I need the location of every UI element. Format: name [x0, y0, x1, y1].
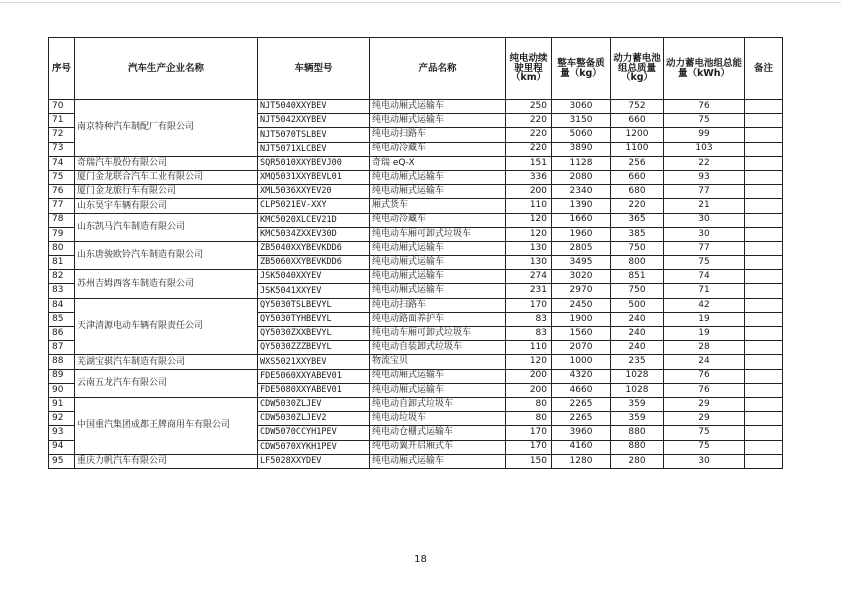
product-cell: 纯电动厢式运输车 — [370, 256, 506, 270]
battery-mass-cell: 1028 — [611, 383, 664, 397]
seq-cell: 86 — [49, 327, 75, 341]
seq-cell: 92 — [49, 412, 75, 426]
note-cell — [745, 440, 783, 454]
vehicle-table — [48, 37, 783, 469]
note-cell — [745, 327, 783, 341]
company-cell: 南京特种汽车制配厂有限公司 — [75, 100, 258, 157]
mass-cell: 1390 — [552, 199, 611, 213]
mass-cell: 2070 — [552, 341, 611, 355]
mass-cell: 2805 — [552, 241, 611, 255]
product-cell: 纯电动厢式运输车 — [370, 270, 506, 284]
model-cell: XMQ5031XXYBEVL01 — [258, 170, 370, 184]
product-cell: 纯电动厢式运输车 — [370, 369, 506, 383]
model-cell: CDW5030ZLJEV2 — [258, 412, 370, 426]
note-cell — [745, 312, 783, 326]
product-cell: 厢式货车 — [370, 199, 506, 213]
energy-cell: 24 — [664, 355, 745, 369]
mass-cell: 1128 — [552, 156, 611, 170]
header-model: 车辆型号 — [258, 38, 370, 100]
range-cell: 274 — [506, 270, 552, 284]
seq-cell: 95 — [49, 454, 75, 468]
note-cell — [745, 213, 783, 227]
seq-cell: 91 — [49, 397, 75, 411]
company-cell: 云南五龙汽车有限公司 — [75, 369, 258, 397]
mass-cell: 2080 — [552, 170, 611, 184]
model-cell: FDE5060XXYABEV01 — [258, 369, 370, 383]
product-cell: 纯电动路面养护车 — [370, 312, 506, 326]
model-cell: QY5030TSLBEVYL — [258, 298, 370, 312]
model-cell: ZB5060XXYBEVKDD6 — [258, 256, 370, 270]
mass-cell: 2450 — [552, 298, 611, 312]
energy-cell: 75 — [664, 256, 745, 270]
seq-cell: 74 — [49, 156, 75, 170]
product-cell: 纯电动车厢可卸式垃圾车 — [370, 327, 506, 341]
header-company: 汽车生产企业名称 — [75, 38, 258, 100]
battery-mass-cell: 880 — [611, 426, 664, 440]
product-cell: 纯电动扫路车 — [370, 128, 506, 142]
header-product: 产品名称 — [370, 38, 506, 100]
energy-cell: 76 — [664, 369, 745, 383]
mass-cell: 2340 — [552, 185, 611, 199]
range-cell: 120 — [506, 227, 552, 241]
table-row — [49, 369, 783, 383]
product-cell: 纯电动自卸式垃圾车 — [370, 397, 506, 411]
note-cell — [745, 156, 783, 170]
seq-cell: 77 — [49, 199, 75, 213]
seq-cell: 93 — [49, 426, 75, 440]
model-cell: KMC5034ZXXEV30D — [258, 227, 370, 241]
note-cell — [745, 397, 783, 411]
seq-cell: 84 — [49, 298, 75, 312]
model-cell: NJT5071XLCBEV — [258, 142, 370, 156]
range-cell: 83 — [506, 312, 552, 326]
header-seq: 序号 — [49, 38, 75, 100]
energy-cell: 75 — [664, 440, 745, 454]
model-cell: NJT5070TSLBEV — [258, 128, 370, 142]
seq-cell: 79 — [49, 227, 75, 241]
table-row — [49, 156, 783, 170]
range-cell: 200 — [506, 369, 552, 383]
model-cell: NJT5042XXYBEV — [258, 114, 370, 128]
mass-cell: 3890 — [552, 142, 611, 156]
range-cell: 83 — [506, 327, 552, 341]
seq-cell: 81 — [49, 256, 75, 270]
battery-mass-cell: 1200 — [611, 128, 664, 142]
note-cell — [745, 369, 783, 383]
company-cell: 天津清源电动车辆有限责任公司 — [75, 298, 258, 355]
seq-cell: 76 — [49, 185, 75, 199]
mass-cell: 4660 — [552, 383, 611, 397]
note-cell — [745, 355, 783, 369]
table-row — [49, 213, 783, 227]
seq-cell: 90 — [49, 383, 75, 397]
energy-cell: 19 — [664, 327, 745, 341]
note-cell — [745, 142, 783, 156]
product-cell: 纯电动冷藏车 — [370, 142, 506, 156]
battery-mass-cell: 880 — [611, 440, 664, 454]
battery-mass-cell: 750 — [611, 241, 664, 255]
battery-mass-cell: 752 — [611, 100, 664, 114]
battery-mass-cell: 240 — [611, 327, 664, 341]
range-cell: 130 — [506, 241, 552, 255]
energy-cell: 29 — [664, 397, 745, 411]
header-energy: 动力蓄电池组总能量（kWh） — [664, 38, 745, 100]
model-cell: KMC5020XLCEV21D — [258, 213, 370, 227]
note-cell — [745, 341, 783, 355]
seq-cell: 88 — [49, 355, 75, 369]
energy-cell: 42 — [664, 298, 745, 312]
battery-mass-cell: 750 — [611, 284, 664, 298]
mass-cell: 4160 — [552, 440, 611, 454]
range-cell: 110 — [506, 199, 552, 213]
battery-mass-cell: 240 — [611, 341, 664, 355]
mass-cell: 1660 — [552, 213, 611, 227]
note-cell — [745, 256, 783, 270]
mass-cell: 2265 — [552, 397, 611, 411]
product-cell: 纯电动厢式运输车 — [370, 241, 506, 255]
model-cell: CLP5021EV-XXY — [258, 199, 370, 213]
company-cell: 厦门金龙联合汽车工业有限公司 — [75, 170, 258, 184]
product-cell: 奇瑞 eQ-X — [370, 156, 506, 170]
company-cell: 山东凯马汽车制造有限公司 — [75, 213, 258, 241]
range-cell: 250 — [506, 100, 552, 114]
range-cell: 120 — [506, 213, 552, 227]
battery-mass-cell: 240 — [611, 312, 664, 326]
model-cell: JSK5040XXYEV — [258, 270, 370, 284]
table-row — [49, 355, 783, 369]
battery-mass-cell: 385 — [611, 227, 664, 241]
note-cell — [745, 270, 783, 284]
energy-cell: 103 — [664, 142, 745, 156]
range-cell: 200 — [506, 185, 552, 199]
seq-cell: 87 — [49, 341, 75, 355]
range-cell: 150 — [506, 454, 552, 468]
header-mass: 整车整备质量（kg） — [552, 38, 611, 100]
note-cell — [745, 284, 783, 298]
model-cell: SQR5010XXYBEVJ00 — [258, 156, 370, 170]
energy-cell: 75 — [664, 426, 745, 440]
note-cell — [745, 114, 783, 128]
company-cell: 中国重汽集团成都王牌商用车有限公司 — [75, 397, 258, 454]
table-row — [49, 241, 783, 255]
battery-mass-cell: 359 — [611, 397, 664, 411]
range-cell: 130 — [506, 256, 552, 270]
seq-cell: 85 — [49, 312, 75, 326]
table-row — [49, 397, 783, 411]
range-cell: 231 — [506, 284, 552, 298]
model-cell: XML5036XXYEV20 — [258, 185, 370, 199]
product-cell: 物流宝贝 — [370, 355, 506, 369]
product-cell: 纯电动厢式运输车 — [370, 114, 506, 128]
battery-mass-cell: 660 — [611, 170, 664, 184]
table-row — [49, 454, 783, 468]
model-cell: LF5028XXYDEV — [258, 454, 370, 468]
model-cell: CDW5070CCYH1PEV — [258, 426, 370, 440]
mass-cell: 2265 — [552, 412, 611, 426]
model-cell: CDW5070XYKH1PEV — [258, 440, 370, 454]
mass-cell: 3060 — [552, 100, 611, 114]
mass-cell: 2970 — [552, 284, 611, 298]
seq-cell: 73 — [49, 142, 75, 156]
mass-cell: 1960 — [552, 227, 611, 241]
energy-cell: 99 — [664, 128, 745, 142]
table-row — [49, 270, 783, 284]
energy-cell: 28 — [664, 341, 745, 355]
product-cell: 纯电动厢式运输车 — [370, 383, 506, 397]
product-cell: 纯电动扫路车 — [370, 298, 506, 312]
company-cell: 厦门金龙旅行车有限公司 — [75, 185, 258, 199]
range-cell: 120 — [506, 355, 552, 369]
model-cell: NJT5040XXYBEV — [258, 100, 370, 114]
energy-cell: 22 — [664, 156, 745, 170]
energy-cell: 93 — [664, 170, 745, 184]
energy-cell: 75 — [664, 114, 745, 128]
energy-cell: 77 — [664, 241, 745, 255]
note-cell — [745, 100, 783, 114]
model-cell: CDW5030ZLJEV — [258, 397, 370, 411]
scan-edge-line — [0, 2, 841, 3]
range-cell: 336 — [506, 170, 552, 184]
product-cell: 纯电动厢式运输车 — [370, 185, 506, 199]
seq-cell: 82 — [49, 270, 75, 284]
mass-cell: 1560 — [552, 327, 611, 341]
note-cell — [745, 199, 783, 213]
model-cell: QY5030ZZZBEVYL — [258, 341, 370, 355]
battery-mass-cell: 660 — [611, 114, 664, 128]
model-cell: QY5030TYHBEVYL — [258, 312, 370, 326]
mass-cell: 5060 — [552, 128, 611, 142]
seq-cell: 72 — [49, 128, 75, 142]
range-cell: 110 — [506, 341, 552, 355]
company-cell: 芜湖宝骐汽车制造有限公司 — [75, 355, 258, 369]
note-cell — [745, 454, 783, 468]
battery-mass-cell: 359 — [611, 412, 664, 426]
battery-mass-cell: 280 — [611, 454, 664, 468]
range-cell: 80 — [506, 412, 552, 426]
note-cell — [745, 412, 783, 426]
table-row — [49, 199, 783, 213]
header-note: 备注 — [745, 38, 783, 100]
table-body — [49, 100, 783, 469]
energy-cell: 71 — [664, 284, 745, 298]
product-cell: 纯电动自装卸式垃圾车 — [370, 341, 506, 355]
battery-mass-cell: 800 — [611, 256, 664, 270]
energy-cell: 29 — [664, 412, 745, 426]
range-cell: 200 — [506, 383, 552, 397]
product-cell: 纯电动垃圾车 — [370, 412, 506, 426]
table-row — [49, 170, 783, 184]
range-cell: 220 — [506, 114, 552, 128]
note-cell — [745, 426, 783, 440]
product-cell: 纯电动厢式运输车 — [370, 454, 506, 468]
table-header-row — [49, 38, 783, 100]
range-cell: 80 — [506, 397, 552, 411]
mass-cell: 1280 — [552, 454, 611, 468]
battery-mass-cell: 1028 — [611, 369, 664, 383]
product-cell: 纯电动厢式运输车 — [370, 284, 506, 298]
mass-cell: 4320 — [552, 369, 611, 383]
seq-cell: 89 — [49, 369, 75, 383]
note-cell — [745, 185, 783, 199]
battery-mass-cell: 235 — [611, 355, 664, 369]
energy-cell: 30 — [664, 213, 745, 227]
energy-cell: 19 — [664, 312, 745, 326]
battery-mass-cell: 365 — [611, 213, 664, 227]
range-cell: 151 — [506, 156, 552, 170]
range-cell: 170 — [506, 426, 552, 440]
note-cell — [745, 170, 783, 184]
mass-cell: 1000 — [552, 355, 611, 369]
battery-mass-cell: 851 — [611, 270, 664, 284]
vehicle-catalog-sheet — [48, 37, 783, 469]
energy-cell: 77 — [664, 185, 745, 199]
battery-mass-cell: 680 — [611, 185, 664, 199]
model-cell: JSK5041XXYEV — [258, 284, 370, 298]
seq-cell: 83 — [49, 284, 75, 298]
mass-cell: 3495 — [552, 256, 611, 270]
page-number: 18 — [414, 554, 427, 565]
seq-cell: 78 — [49, 213, 75, 227]
company-cell: 山东唐骏欧铃汽车制造有限公司 — [75, 241, 258, 269]
battery-mass-cell: 1100 — [611, 142, 664, 156]
energy-cell: 76 — [664, 383, 745, 397]
energy-cell: 21 — [664, 199, 745, 213]
table-row — [49, 298, 783, 312]
header-range: 纯电动续驶里程（km） — [506, 38, 552, 100]
header-battery-mass: 动力蓄电池组总质量（kg） — [611, 38, 664, 100]
energy-cell: 30 — [664, 454, 745, 468]
product-cell: 纯电动厢式运输车 — [370, 170, 506, 184]
note-cell — [745, 227, 783, 241]
note-cell — [745, 128, 783, 142]
mass-cell: 3960 — [552, 426, 611, 440]
note-cell — [745, 298, 783, 312]
table-row — [49, 100, 783, 114]
product-cell: 纯电动车厢可卸式垃圾车 — [370, 227, 506, 241]
range-cell: 220 — [506, 128, 552, 142]
seq-cell: 70 — [49, 100, 75, 114]
product-cell: 纯电动仓栅式运输车 — [370, 426, 506, 440]
table-row — [49, 185, 783, 199]
seq-cell: 94 — [49, 440, 75, 454]
seq-cell: 75 — [49, 170, 75, 184]
product-cell: 纯电动翼开启厢式车 — [370, 440, 506, 454]
company-cell: 苏州吉姆西客车制造有限公司 — [75, 270, 258, 298]
model-cell: QY5030ZXXBEVYL — [258, 327, 370, 341]
battery-mass-cell: 500 — [611, 298, 664, 312]
company-cell: 奇瑞汽车股份有限公司 — [75, 156, 258, 170]
energy-cell: 30 — [664, 227, 745, 241]
note-cell — [745, 241, 783, 255]
product-cell: 纯电动厢式运输车 — [370, 100, 506, 114]
model-cell: WXS5021XXYBEV — [258, 355, 370, 369]
seq-cell: 80 — [49, 241, 75, 255]
battery-mass-cell: 220 — [611, 199, 664, 213]
seq-cell: 71 — [49, 114, 75, 128]
mass-cell: 1900 — [552, 312, 611, 326]
range-cell: 170 — [506, 298, 552, 312]
company-cell: 重庆力帆汽车有限公司 — [75, 454, 258, 468]
model-cell: FDE5080XXYABEV01 — [258, 383, 370, 397]
model-cell: ZB5040XXYBEVKDD6 — [258, 241, 370, 255]
mass-cell: 3150 — [552, 114, 611, 128]
product-cell: 纯电动冷藏车 — [370, 213, 506, 227]
company-cell: 山东昊宇车辆有限公司 — [75, 199, 258, 213]
mass-cell: 3020 — [552, 270, 611, 284]
range-cell: 170 — [506, 440, 552, 454]
range-cell: 220 — [506, 142, 552, 156]
note-cell — [745, 383, 783, 397]
energy-cell: 76 — [664, 100, 745, 114]
energy-cell: 74 — [664, 270, 745, 284]
battery-mass-cell: 256 — [611, 156, 664, 170]
